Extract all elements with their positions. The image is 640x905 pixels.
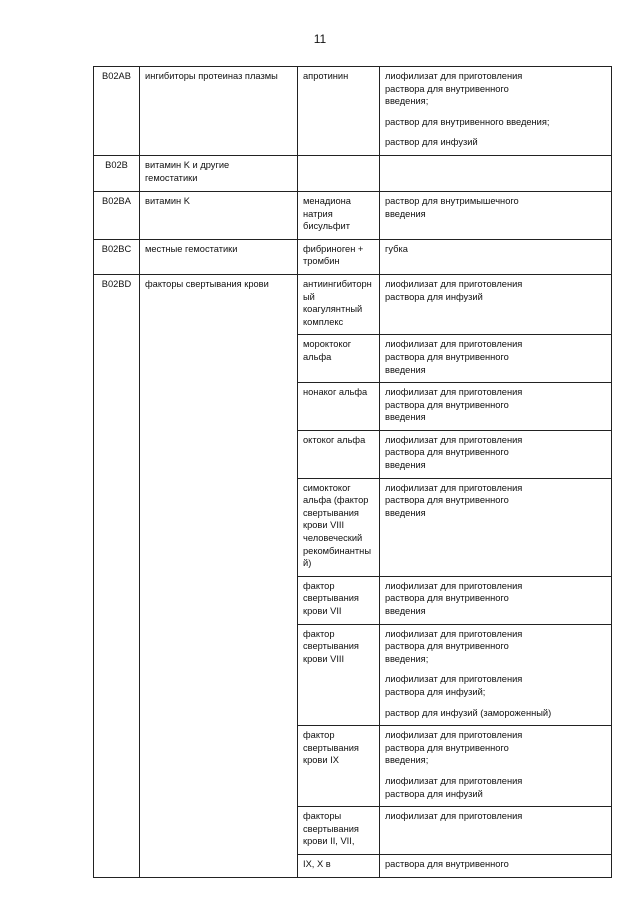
drug-name-cell: симоктоког альфа (фактор свертывания крови VIII человеческий рекомбинантны й) xyxy=(298,478,380,576)
atc-group-cell: витамин K xyxy=(140,191,298,239)
dosage-form-cell xyxy=(380,576,612,624)
dosage-form-cell xyxy=(380,854,612,877)
page-number: 11 xyxy=(313,32,327,46)
dosage-form-text: лиофилизат для приготовления раствора для внутривенного введения; xyxy=(385,730,523,766)
table-row xyxy=(94,191,612,239)
dosage-form-cell xyxy=(380,67,612,156)
atc-code-cell: B02BC xyxy=(94,239,140,274)
drug-name-cell: антиингибиторн ый коагулянтный комплекс xyxy=(298,274,380,334)
dosage-form-text: раствора для внутривенного xyxy=(385,858,509,869)
dosage-form-cell xyxy=(380,155,612,191)
dosage-form-text: лиофилизат для приготовления раствора для внутривенного введения; xyxy=(385,71,523,107)
dosage-form-text: лиофилизат для приготовления xyxy=(385,811,523,822)
dosage-form-cell xyxy=(380,239,612,274)
dosage-form-cell xyxy=(380,335,612,383)
dosage-form-cell xyxy=(380,430,612,478)
table-body xyxy=(94,67,612,878)
dosage-form-text: лиофилизат для приготовления раствора для инфузий xyxy=(385,775,523,799)
atc-code-cell: B02AB xyxy=(94,67,140,156)
dosage-form-cell xyxy=(380,478,612,576)
drug-name-cell: фактор свертывания крови VIII xyxy=(298,624,380,726)
drug-name-cell: апротинин xyxy=(298,67,380,156)
dosage-form-text: лиофилизат для приготовления раствора для инфузий xyxy=(385,278,523,302)
table-row xyxy=(94,239,612,274)
atc-group-cell: ингибиторы протеиназ плазмы xyxy=(140,67,298,156)
drug-name-cell: IX, X в xyxy=(298,854,380,877)
dosage-form-text: лиофилизат для приготовления раствора для внутривенного введения xyxy=(385,482,523,518)
atc-code-cell: B02B xyxy=(94,155,140,191)
atc-code-cell: B02BA xyxy=(94,191,140,239)
atc-code-cell: B02BD xyxy=(94,274,140,877)
table-row xyxy=(94,155,612,191)
drug-name-cell: менадиона натрия бисульфит xyxy=(298,191,380,239)
atc-group-cell: витамин K и другие гемостатики xyxy=(140,155,298,191)
drug-name-cell: фибриноген + тромбин xyxy=(298,239,380,274)
dosage-form-cell xyxy=(380,274,612,334)
drug-name-cell: фактор свертывания крови VII xyxy=(298,576,380,624)
drug-name-cell: мороктоког альфа xyxy=(298,335,380,383)
drug-table xyxy=(93,66,612,878)
drug-name-cell: октоког альфа xyxy=(298,430,380,478)
dosage-form-cell xyxy=(380,624,612,726)
drug-name-cell: факторы свертывания крови II, VII, xyxy=(298,807,380,855)
drug-name-cell xyxy=(298,155,380,191)
drug-name-cell: фактор свертывания крови IX xyxy=(298,726,380,807)
drug-name-cell: нонаког альфа xyxy=(298,383,380,431)
dosage-form-text: раствор для внутримышечного введения xyxy=(385,195,519,219)
dosage-form-text: лиофилизат для приготовления раствора для инфузий; xyxy=(385,674,523,697)
dosage-form-text: лиофилизат для приготовления раствора для внутривенного введения xyxy=(385,580,523,616)
dosage-form-text: раствор для инфузий (замороженный) xyxy=(385,707,552,718)
dosage-form-text: лиофилизат для приготовления раствора для внутривенного введения xyxy=(385,434,523,471)
table-row xyxy=(94,67,612,156)
table-row xyxy=(94,274,612,334)
dosage-form-text: раствор для инфузий xyxy=(385,137,478,148)
dosage-form-text: лиофилизат для приготовления раствора для внутривенного введения; xyxy=(385,628,523,664)
dosage-form-text: раствор для внутривенного введения; xyxy=(385,116,550,127)
atc-group-cell: местные гемостатики xyxy=(140,239,298,274)
dosage-form-cell xyxy=(380,807,612,855)
atc-group-cell: факторы свертывания крови xyxy=(140,274,298,877)
dosage-form-text: лиофилизат для приготовления раствора для внутривенного введения xyxy=(385,339,523,375)
dosage-form-cell xyxy=(380,726,612,807)
dosage-form-cell xyxy=(380,191,612,239)
dosage-form-text: лиофилизат для приготовления раствора для внутривенного введения xyxy=(385,387,523,423)
dosage-form-text: губка xyxy=(385,243,408,254)
dosage-form-cell xyxy=(380,383,612,431)
